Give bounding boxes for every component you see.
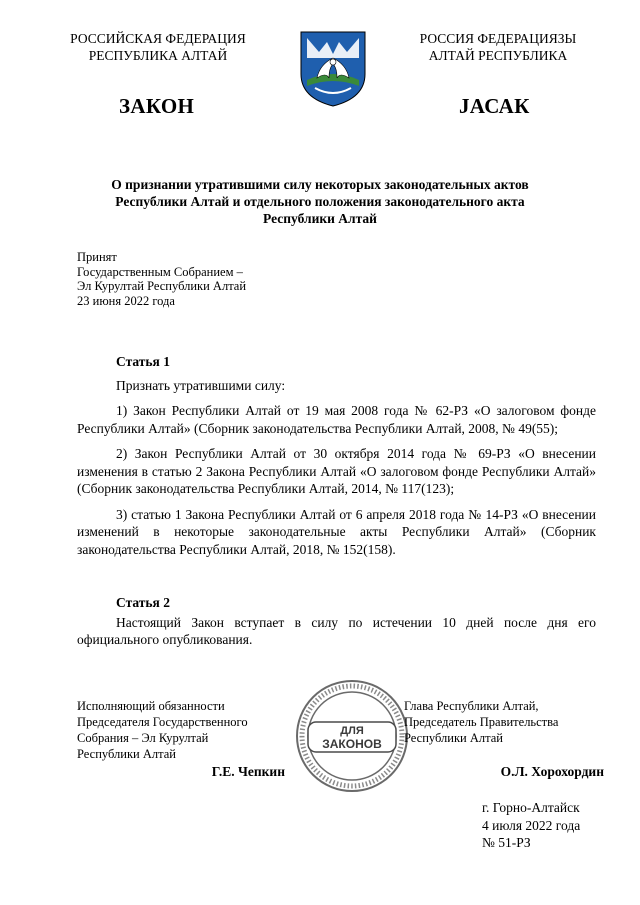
adopted-line2: Государственным Собранием –	[77, 264, 243, 279]
title-line3: Республики Алтай	[263, 211, 377, 226]
signature-left-line2: Председателя Государственного	[77, 715, 248, 729]
footer-number: № 51-РЗ	[482, 835, 531, 850]
stamp-line1: ДЛЯ	[340, 725, 364, 737]
signature-left-line1: Исполняющий обязанности	[77, 699, 225, 713]
article-2-heading: Статья 2	[116, 595, 170, 610]
signature-left-line4: Республики Алтай	[77, 747, 176, 761]
article-1-intro: Признать утратившими силу:	[116, 377, 286, 393]
article-1-heading: Статья 1	[116, 354, 170, 369]
signature-right-line3: Республики Алтай	[404, 731, 503, 745]
footer-date: 4 июля 2022 года	[482, 817, 581, 833]
stamp-line2: ЗАКОНОВ	[322, 737, 382, 751]
article-1-item-2: 2) Закон Республики Алтай от 30 октября 2014 года № 69-РЗ «О внесении изменения в статью 2 Закона Республики Алтай «О залоговом фонде Республики Алтай» (Сборник законодательства Республики Алтай, 2014, № 117(123);	[77, 446, 596, 496]
law-title-alt: JАСАК	[459, 94, 530, 118]
signature-right	[404, 698, 604, 780]
altai-emblem-icon	[295, 28, 371, 108]
adopted-line3: Эл Курултай Республики Алтай	[77, 279, 247, 293]
signature-right-line1: Глава Республики Алтай,	[404, 699, 539, 713]
article-1-item-3: 3) статью 1 Закона Республики Алтай от 6 апреля 2018 года № 14-РЗ «О внесении изменений в некоторые законодательные акты Республики Алтай» (Сборник законодательства Республики Алтай, 2018, № 152(158).	[77, 506, 596, 557]
article-1-item-1: 1) Закон Республики Алтай от 19 мая 2008 года № 62-РЗ «О залоговом фонде Республики Алтай» (Сборник законодательства Республики Алтай, 2008, № 49(55);	[77, 403, 596, 436]
header-right-line1: РОССИЯ ФЕДЕРАЦИЯЗЫ	[419, 31, 577, 46]
header-left	[40, 30, 276, 64]
stamp-icon	[294, 678, 410, 794]
signature-right-name: О.Л. Хорохордин	[500, 764, 604, 779]
footer-city: г. Горно-Алтайск	[482, 800, 580, 815]
adopted-block	[77, 250, 246, 308]
document-title	[80, 176, 560, 227]
header-right-line2: АЛТАЙ РЕСПУБЛИКА	[428, 48, 568, 63]
article-2	[77, 594, 596, 657]
signature-right-line2: Председатель Правительства	[404, 715, 559, 729]
place-date-number	[482, 799, 580, 852]
adopted-line1: Принят	[77, 250, 117, 264]
title-line2: Республики Алтай и отдельного положения законодательного акта	[115, 194, 525, 209]
signature-left-line3: Собрания – Эл Курултай	[77, 731, 209, 745]
law-title-ru: ЗАКОН	[119, 94, 195, 118]
signature-left	[77, 698, 297, 780]
article-2-text: Настоящий Закон вступает в силу по истечении 10 дней после дня его официального опубликования.	[77, 614, 596, 647]
header-left-line2: РЕСПУБЛИКА АЛТАЙ	[88, 48, 228, 63]
signature-left-name: Г.Е. Чепкин	[211, 764, 285, 779]
header-left-line1: РОССИЙСКАЯ ФЕДЕРАЦИЯ	[70, 31, 246, 46]
article-1	[77, 353, 596, 566]
title-line1: О признании утратившими силу некоторых законодательных актов	[111, 177, 529, 192]
header-right	[388, 30, 608, 64]
adopted-date: 23 июня 2022 года	[77, 293, 175, 308]
